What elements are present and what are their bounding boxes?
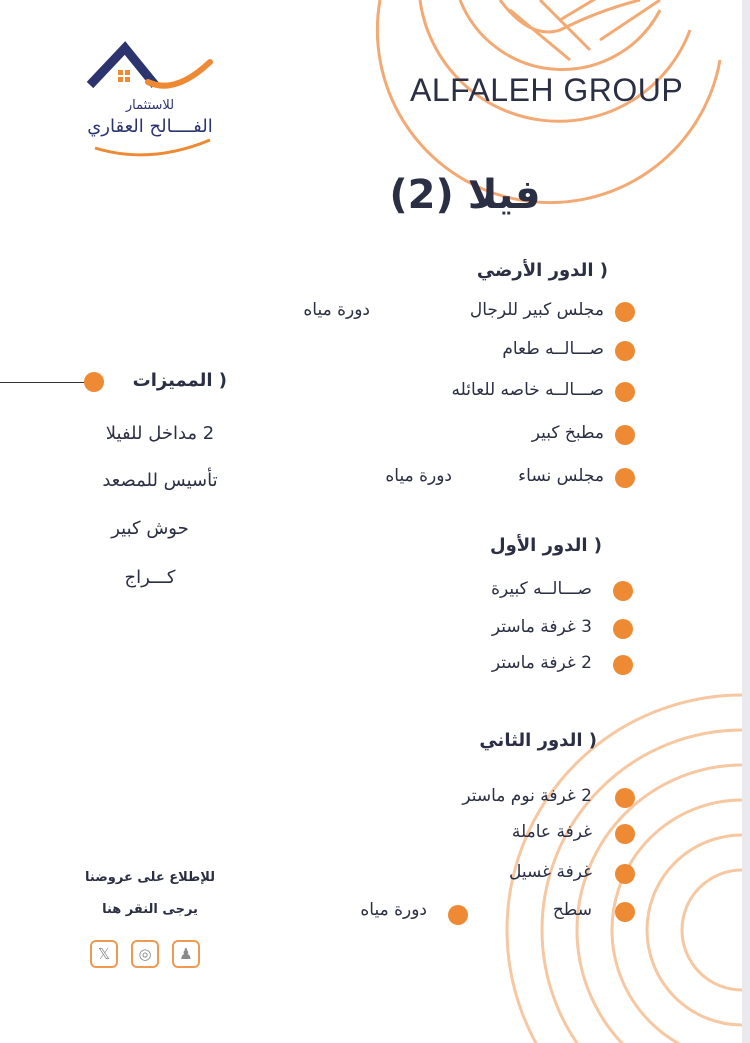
list-item: مجلس نساء (518, 466, 604, 486)
bullet-icon (615, 382, 635, 402)
bullet-icon (448, 905, 468, 925)
list-item: سطح (552, 900, 592, 920)
bullet-icon (613, 619, 633, 639)
bullet-icon (84, 372, 104, 392)
floor-heading-ground: ( الدور الأرضي (476, 260, 608, 281)
bullet-icon (615, 425, 635, 445)
page-edge (742, 0, 750, 1043)
list-item: غرفة عاملة (511, 822, 592, 842)
list-item: 2 غرفة نوم ماستر (462, 786, 592, 806)
feature-item: 2 مداخل للفيلا (105, 423, 215, 444)
cta-line-1[interactable]: للإطلاع على عروضنا (85, 870, 215, 885)
features-heading: ( المميزات (132, 370, 227, 391)
logo-tagline: للاستثمار (125, 98, 175, 113)
feature-item: حوش كبير (111, 518, 189, 539)
bullet-icon (613, 655, 633, 675)
snapchat-icon[interactable]: ♟ (172, 940, 200, 968)
list-item: صـــالــه كبيرة (491, 579, 592, 599)
list-item-extra: دورة مياه (303, 300, 370, 320)
list-item-extra: دورة مياه (385, 466, 452, 486)
bullet-icon (615, 864, 635, 884)
brand-name: ALFALEH GROUP (410, 72, 684, 108)
list-item: غرفة غسيل (509, 862, 592, 882)
page-title: فيلا (2) (389, 172, 541, 218)
divider-line (0, 382, 92, 383)
feature-item: كـــراج (124, 567, 176, 588)
bullet-icon (615, 468, 635, 488)
list-item: 2 غرفة ماستر (491, 653, 592, 673)
bullet-icon (615, 788, 635, 808)
list-item: 3 غرفة ماستر (491, 617, 592, 637)
bullet-icon (615, 302, 635, 322)
x-icon[interactable]: 𝕏 (90, 940, 118, 968)
bullet-icon (613, 581, 633, 601)
bullet-icon (615, 902, 635, 922)
list-item-extra: دورة مياه (360, 900, 427, 920)
floor-heading-second: ( الدور الثاني (479, 730, 597, 751)
cta-line-2[interactable]: يرجى النقر هنا (102, 902, 198, 917)
list-item: صـــالــه طعام (502, 339, 604, 359)
instagram-icon[interactable]: ◎ (131, 940, 159, 968)
floor-heading-first: ( الدور الأول (489, 535, 602, 556)
bullet-icon (615, 824, 635, 844)
list-item: مطبخ كبير (531, 423, 604, 443)
logo-name: الفــــالح العقاري (87, 116, 213, 137)
list-item: صـــالــه خاصه للعائله (451, 380, 604, 400)
bullet-icon (615, 341, 635, 361)
list-item: مجلس كبير للرجال (469, 300, 604, 320)
feature-item: تأسيس للمصعد (102, 470, 218, 491)
